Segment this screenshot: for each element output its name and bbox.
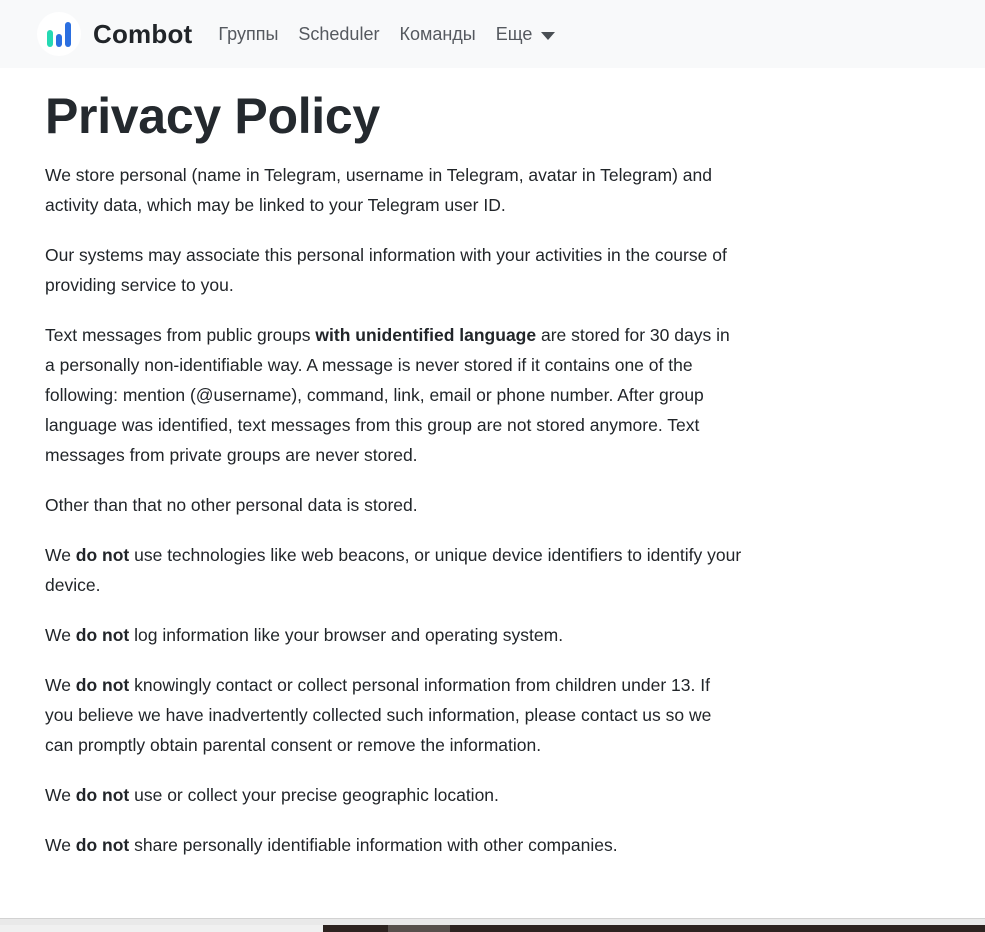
privacy-paragraphs <box>45 160 985 860</box>
chevron-down-icon <box>541 32 555 40</box>
logo-bar-blue-short <box>56 34 62 47</box>
logo-bar-blue-tall <box>65 22 71 47</box>
paragraph: We do not use or collect your precise geographic location. <box>45 785 499 805</box>
nav-item-groups[interactable] <box>208 18 288 51</box>
paragraph: We store personal (name in Telegram, username in Telegram, avatar in Telegram) and activity data, which may be linked to your Telegram user ID. <box>45 165 712 215</box>
logo-bar-teal <box>47 30 53 47</box>
bold-text: do not <box>75 625 130 645</box>
combot-bar-chart-icon <box>37 12 81 56</box>
nav-item-commands[interactable] <box>389 18 485 51</box>
paragraph: Our systems may associate this personal information with your activities in the course of providing service to you. <box>45 245 727 295</box>
page-title: Privacy Policy <box>45 88 380 144</box>
background-window-fragment[interactable] <box>323 925 388 932</box>
bold-text: do not <box>75 835 130 855</box>
nav-item-scheduler[interactable] <box>288 18 389 51</box>
nav-item-groups-label: Группы <box>218 23 279 44</box>
privacy-policy-page <box>0 68 985 860</box>
window-bottom-edge <box>0 918 985 925</box>
bold-text: do not <box>75 545 130 565</box>
nav-item-scheduler-label: Scheduler <box>298 23 380 44</box>
nav-item-more-label: Еще <box>495 23 533 44</box>
bold-text: with unidentified language <box>315 325 537 345</box>
navbar <box>0 0 985 68</box>
bold-text: do not <box>75 675 130 695</box>
paragraph: We do not share personally identifiable information with other companies. <box>45 835 618 855</box>
bold-text: do not <box>75 785 130 805</box>
paragraph: We do not use technologies like web beacons, or unique device identifiers to identify your device. <box>45 545 742 595</box>
brand-link[interactable] <box>37 12 192 56</box>
bottom-strip <box>0 925 985 932</box>
brand-label: Combot <box>93 18 193 49</box>
background-window-fragment[interactable] <box>450 925 985 932</box>
paragraph: We do not knowingly contact or collect personal information from children under 13. If you believe we have inadvertently collected such information, please contact us so we can promptly obtain parental consent or remove the information. <box>45 675 712 755</box>
paragraph: Text messages from public groups with unidentified language are stored for 30 days in a personally non-identifiable way. A message is never stored if it contains one of the following: mention (@username), command, link, email or phone number. After group language was identified, text messages from this group are not stored anymore. Text messages from private groups are never stored. <box>45 325 730 465</box>
background-window-fragment[interactable] <box>388 925 450 932</box>
paragraph: We do not log information like your browser and operating system. <box>45 625 564 645</box>
nav-item-more[interactable] <box>486 18 566 51</box>
paragraph: Other than that no other personal data is stored. <box>45 495 418 515</box>
nav-item-commands-label: Команды <box>399 23 476 44</box>
main-nav <box>208 18 565 51</box>
